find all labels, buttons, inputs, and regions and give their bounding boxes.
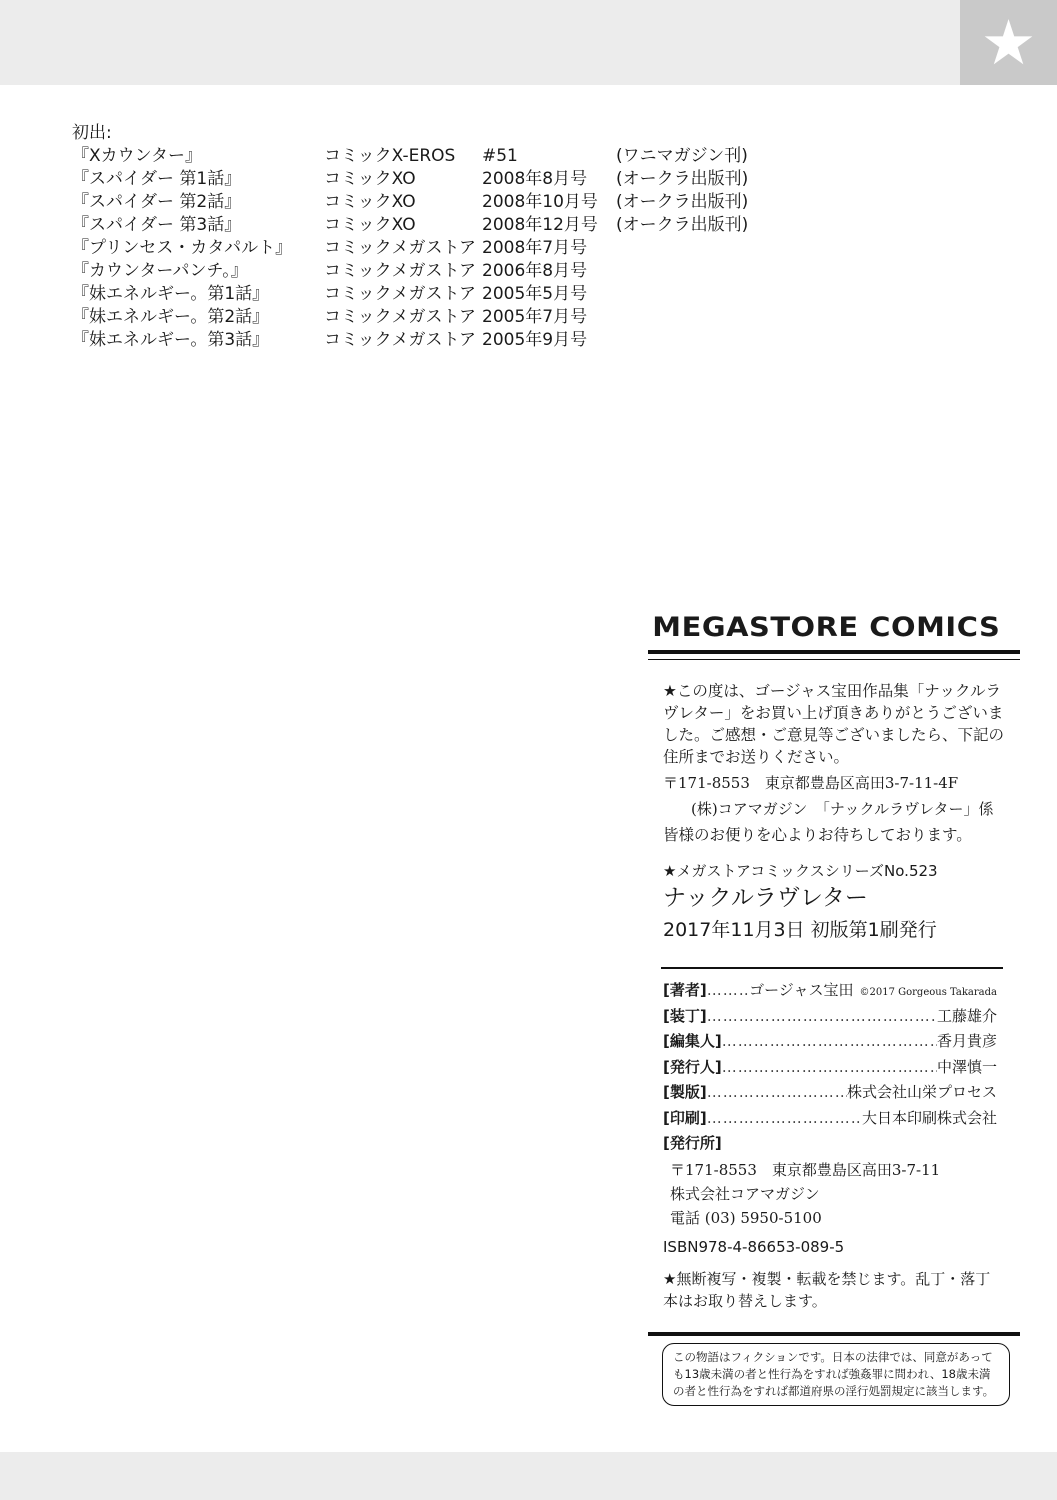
credit-row	[663, 1056, 997, 1082]
leader-dots	[707, 1109, 862, 1127]
credit-role: [発行人]	[663, 1057, 722, 1076]
first-appearance-row	[72, 260, 588, 283]
credit-name: 中澤慎一	[936, 1057, 997, 1076]
story-title: 『妹エネルギー。第3話』	[72, 330, 270, 350]
credit-role: [編集人]	[663, 1032, 722, 1050]
publisher-name: 株式会社コアマガジン	[670, 1184, 820, 1203]
bottom-rule	[648, 1332, 1020, 1336]
corner-tab	[960, 0, 1057, 85]
book-title: ナックルラヴレター	[663, 885, 868, 911]
issue-number: 2005年7月号	[482, 307, 588, 327]
credit-role: [装丁]	[663, 1006, 707, 1025]
issue-number: 2005年5月号	[482, 284, 588, 304]
leader-dots	[707, 1083, 847, 1101]
magazine-publisher: (オークラ出版刊)	[616, 169, 749, 189]
issue-number: 2005年9月号	[482, 330, 588, 350]
top-band	[0, 0, 960, 85]
story-title: 『カウンターパンチ。』	[72, 261, 248, 281]
story-title: 『Xカウンター』	[72, 146, 202, 166]
first-appearance-row	[72, 329, 588, 352]
brand-rule	[648, 650, 1020, 654]
credit-name: 大日本印刷株式会社	[861, 1108, 997, 1127]
issue-number: 2008年10月号	[482, 192, 598, 212]
story-title: 『スパイダー 第1話』	[72, 169, 242, 189]
first-appearance-row	[72, 214, 749, 237]
brand-logo: MEGASTORE COMICS	[652, 612, 1001, 643]
story-title: 『プリンセス・カタパルト』	[72, 238, 293, 258]
credit-name: ゴージャス宝田	[749, 981, 854, 999]
credit-role: [著者]	[663, 981, 707, 999]
publisher-label: [発行所]	[663, 1134, 722, 1152]
publisher-address: 〒171-8553 東京都豊島区高田3-7-11	[670, 1160, 941, 1179]
leader-dots	[722, 1032, 937, 1050]
credit-role: [印刷]	[663, 1108, 707, 1127]
mail-address: 〒171-8553 東京都豊島区高田3-7-11-4F	[663, 774, 959, 792]
publication-date: 2017年11月3日 初版第1刷発行	[663, 919, 937, 941]
first-appearance-row	[72, 306, 588, 329]
story-title: 『妹エネルギー。第2話』	[72, 307, 270, 327]
first-appearance-row	[72, 145, 748, 168]
credit-row	[663, 1005, 997, 1031]
credits-list	[663, 979, 997, 1132]
magazine-name: コミックXO	[324, 192, 416, 212]
series-number: ★メガストアコミックスシリーズNo.523	[663, 862, 938, 880]
magazine-name: コミックメガストア	[324, 238, 476, 258]
copyright-notice: ©2017 Gorgeous Takarada	[859, 987, 997, 998]
issue-number: 2006年8月号	[482, 261, 588, 281]
publisher-details	[670, 1158, 1020, 1230]
credit-row	[663, 1030, 997, 1056]
first-appearance-row	[72, 168, 749, 191]
credits-separator	[661, 967, 1003, 969]
publisher-phone: 電話 (03) 5950-5100	[670, 1208, 822, 1227]
leader-dots	[722, 1058, 937, 1076]
story-title: 『スパイダー 第2話』	[72, 192, 242, 212]
magazine-publisher: (オークラ出版刊)	[616, 215, 749, 235]
magazine-name: コミックメガストア	[324, 307, 476, 327]
credit-row	[663, 1081, 997, 1107]
issue-number: 2008年7月号	[482, 238, 588, 258]
story-title: 『妹エネルギー。第1話』	[72, 284, 270, 304]
credit-name: 工藤雄介	[936, 1006, 997, 1025]
isbn: ISBN978-4-86653-089-5	[663, 1237, 845, 1256]
magazine-publisher: (ワニマガジン刊)	[616, 146, 748, 166]
magazine-name: コミックXO	[324, 169, 416, 189]
first-appearance-row	[72, 283, 588, 306]
issue-number: #51	[482, 146, 518, 166]
magazine-name: コミックメガストア	[324, 330, 476, 350]
closing-message: 皆様のお便りを心よりお待ちしております。	[663, 826, 972, 844]
magazine-name: コミックメガストア	[324, 284, 476, 304]
magazine-publisher: (オークラ出版刊)	[616, 192, 749, 212]
credit-role: [製版]	[663, 1083, 707, 1101]
magazine-name: コミックXO	[324, 215, 416, 235]
first-appearance-row	[72, 237, 588, 260]
star-icon: ★	[980, 5, 1037, 79]
issue-number: 2008年8月号	[482, 169, 588, 189]
first-appearance-heading: 初出:	[72, 123, 112, 143]
credit-row	[663, 1107, 997, 1133]
mail-recipient: (株)コアマガジン 「ナックルラヴレター」係	[691, 800, 994, 818]
magazine-name: コミックX-EROS	[324, 146, 456, 166]
brand-rule-thin	[648, 659, 1020, 660]
leader-dots	[707, 1007, 937, 1025]
first-appearance-row	[72, 191, 749, 214]
issue-number: 2008年12月号	[482, 215, 598, 235]
credit-row	[663, 979, 997, 1005]
fiction-notice: この物語はフィクションです。日本の法律では、同意があっても13歳未満の者と性行為をすれば強姦罪に問われ、18歳未満の者と性行為をすれば都道府県の淫行処罰規定に該当します。	[662, 1343, 1010, 1406]
thanks-message: ★この度は、ゴージャス宝田作品集「ナックルラヴレター」をお買い上げ頂きありがとうございました。ご感想・ご意見等ございましたら、下記の住所までお送りください。	[663, 682, 1005, 766]
bottom-band	[0, 1452, 1057, 1500]
copy-prohibition-notice: ★無断複写・複製・転載を禁じます。乱丁・落丁本はお取り替えします。	[663, 1269, 991, 1310]
leader-dots	[707, 981, 749, 999]
credit-name: 株式会社山栄プロセス	[846, 1083, 997, 1101]
story-title: 『スパイダー 第3話』	[72, 215, 242, 235]
credit-name: 香月貴彦	[936, 1032, 997, 1050]
colophon	[648, 600, 1020, 1406]
publisher-block	[663, 1132, 997, 1158]
first-appearance-list	[72, 122, 749, 352]
magazine-name: コミックメガストア	[324, 261, 476, 281]
